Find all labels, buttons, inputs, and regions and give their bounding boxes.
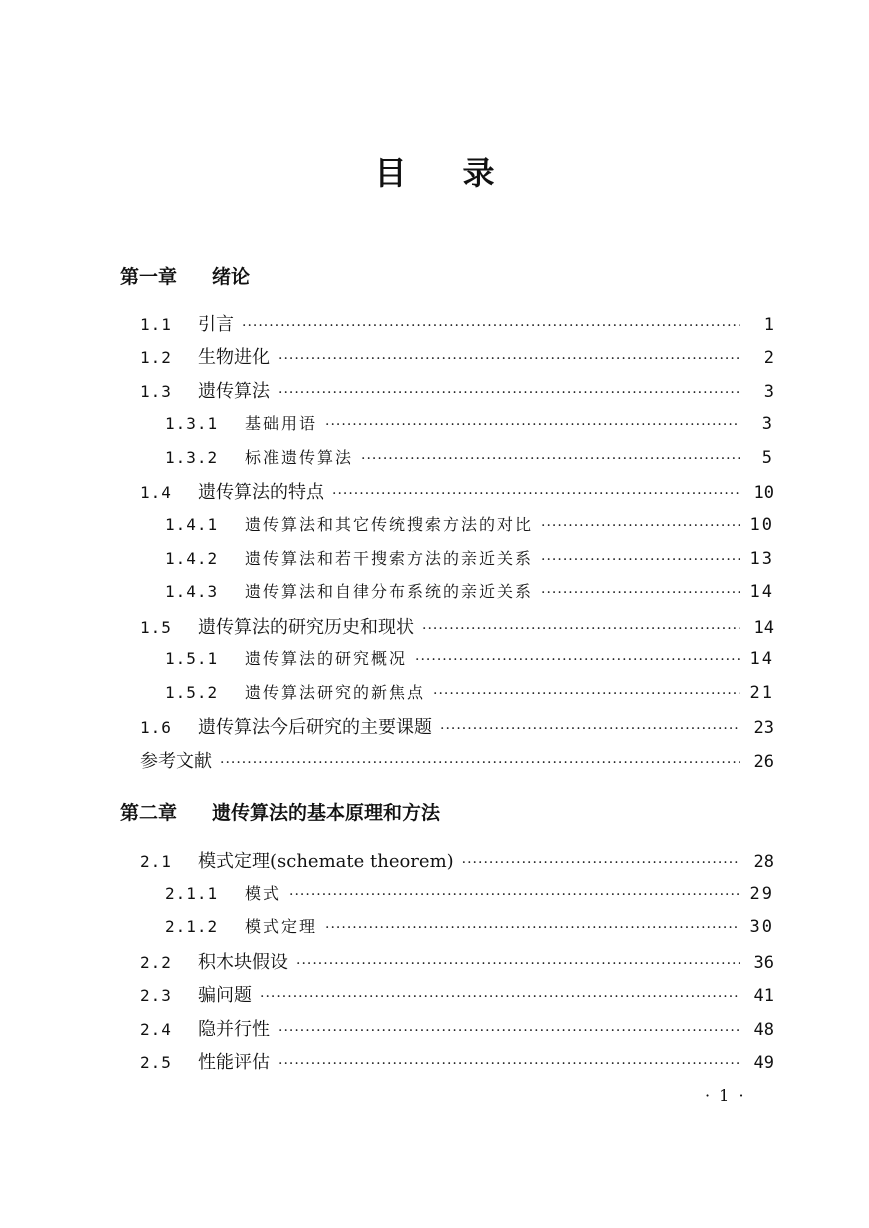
page-number: 14 xyxy=(749,649,774,669)
section-title: 引言 xyxy=(198,314,234,335)
section-title: 骗问题 xyxy=(198,985,252,1006)
toc-entry[interactable] xyxy=(140,377,774,403)
section-number: 1.5.1 xyxy=(165,649,219,668)
section-number: 1.5 xyxy=(140,618,172,637)
leader-dots xyxy=(440,721,740,737)
page-number: 41 xyxy=(753,986,774,1006)
leader-dots xyxy=(278,351,740,367)
leader-dots xyxy=(289,887,740,903)
chapter-label: 第一章 xyxy=(120,266,178,288)
page-title xyxy=(0,148,869,194)
toc-entry-references[interactable] xyxy=(140,747,774,773)
page-number: 3 xyxy=(763,382,774,402)
leader-dots xyxy=(278,385,740,401)
page-number: 36 xyxy=(753,953,774,973)
page-number: 10 xyxy=(753,483,774,503)
toc-entry[interactable] xyxy=(165,411,774,437)
section-number: 2.3 xyxy=(140,986,172,1005)
section-number: 1.3.1 xyxy=(165,414,219,433)
leader-dots xyxy=(325,417,740,433)
page-number: 21 xyxy=(749,683,774,703)
toc-entry[interactable] xyxy=(140,948,774,974)
section-title: 模式 xyxy=(245,884,282,903)
leader-dots xyxy=(260,989,740,1005)
toc-entry[interactable] xyxy=(165,646,774,672)
leader-dots xyxy=(278,1056,740,1072)
toc-entry[interactable] xyxy=(165,512,774,538)
section-number: 1.4.2 xyxy=(165,549,219,568)
section-number: 1.4.3 xyxy=(165,582,219,601)
section-title: 标准遗传算法 xyxy=(245,448,354,467)
section-title: 积木块假设 xyxy=(198,952,288,973)
toc-entry[interactable] xyxy=(165,881,774,907)
page-number: 13 xyxy=(749,549,774,569)
page-number: 1 xyxy=(763,315,774,335)
section-title: 遗传算法和若干搜索方法的亲近关系 xyxy=(245,549,534,568)
toc-entry[interactable] xyxy=(140,1048,774,1074)
section-title: 参考文献 xyxy=(140,751,212,772)
section-title: 模式定理(schemate theorem) xyxy=(198,851,454,872)
toc-entry[interactable] xyxy=(140,310,774,336)
section-title: 隐并行性 xyxy=(198,1019,270,1040)
section-title: 遗传算法的研究概况 xyxy=(245,649,408,668)
section-title: 遗传算法和自律分布系统的亲近关系 xyxy=(245,582,534,601)
leader-dots xyxy=(296,956,740,972)
toc-entry[interactable] xyxy=(165,914,774,940)
section-number: 1.4 xyxy=(140,483,172,502)
toc-entry[interactable] xyxy=(165,445,774,471)
page-number: 5 xyxy=(761,448,774,468)
leader-dots xyxy=(325,920,740,936)
page-number: 23 xyxy=(753,718,774,738)
leader-dots xyxy=(541,585,740,601)
section-title: 基础用语 xyxy=(245,414,318,433)
leader-dots xyxy=(242,318,740,334)
page-number: 14 xyxy=(753,618,774,638)
chapter-name: 遗传算法的基本原理和方法 xyxy=(212,802,441,824)
toc-entry[interactable] xyxy=(140,713,774,739)
section-title: 遗传算法的特点 xyxy=(198,482,324,503)
toc-entry[interactable] xyxy=(165,680,774,706)
section-title: 遗传算法的研究历史和现状 xyxy=(198,617,414,638)
section-number: 2.5 xyxy=(140,1053,172,1072)
leader-dots xyxy=(541,518,740,534)
section-number: 2.2 xyxy=(140,953,172,972)
toc-entry[interactable] xyxy=(140,613,774,639)
page-folio: · 1 · xyxy=(705,1086,746,1105)
chapter-heading xyxy=(120,798,440,825)
page-number: 10 xyxy=(749,515,774,535)
section-title: 生物进化 xyxy=(198,347,270,368)
leader-dots xyxy=(462,855,740,871)
section-number: 1.2 xyxy=(140,348,172,367)
toc-entry[interactable] xyxy=(140,981,774,1007)
toc-entry[interactable] xyxy=(140,343,774,369)
chapter-heading xyxy=(120,262,250,289)
chapter-name: 绪论 xyxy=(212,266,251,288)
section-number: 1.5.2 xyxy=(165,683,219,702)
toc-entry[interactable] xyxy=(140,1015,774,1041)
section-number: 1.6 xyxy=(140,718,172,737)
section-number: 1.3 xyxy=(140,382,172,401)
leader-dots xyxy=(332,486,740,502)
section-number: 1.4.1 xyxy=(165,515,219,534)
section-title: 遗传算法今后研究的主要课题 xyxy=(198,717,432,738)
page-title-char: 目 xyxy=(374,154,407,192)
section-number: 1.1 xyxy=(140,315,172,334)
leader-dots xyxy=(541,552,740,568)
section-number: 2.1 xyxy=(140,852,172,871)
page-title-char: 录 xyxy=(462,154,495,192)
section-title: 性能评估 xyxy=(198,1052,270,1073)
leader-dots xyxy=(220,755,740,771)
leader-dots xyxy=(278,1023,740,1039)
page-number: 30 xyxy=(749,917,774,937)
leader-dots xyxy=(361,451,740,467)
leader-dots xyxy=(433,686,740,702)
leader-dots xyxy=(415,652,740,668)
section-number: 2.1.2 xyxy=(165,917,219,936)
section-number: 2.4 xyxy=(140,1020,172,1039)
toc-entry[interactable] xyxy=(140,847,774,873)
section-title: 遗传算法和其它传统搜索方法的对比 xyxy=(245,515,534,534)
page-number: 49 xyxy=(753,1053,774,1073)
page-number: 14 xyxy=(749,582,774,602)
section-number: 1.3.2 xyxy=(165,448,219,467)
section-number: 2.1.1 xyxy=(165,884,219,903)
toc-entry[interactable] xyxy=(165,546,774,572)
section-title: 模式定理 xyxy=(245,917,318,936)
page-number: 2 xyxy=(763,348,774,368)
page-number: 26 xyxy=(753,752,774,772)
chapter-label: 第二章 xyxy=(120,802,178,824)
section-title: 遗传算法 xyxy=(198,381,270,402)
section-title: 遗传算法研究的新焦点 xyxy=(245,683,426,702)
toc-entry[interactable] xyxy=(165,579,774,605)
page-number: 28 xyxy=(753,852,774,872)
toc-entry[interactable] xyxy=(140,478,774,504)
page-number: 29 xyxy=(749,884,774,904)
page-number: 48 xyxy=(753,1020,774,1040)
leader-dots xyxy=(422,621,740,637)
page-number: 3 xyxy=(761,414,774,434)
